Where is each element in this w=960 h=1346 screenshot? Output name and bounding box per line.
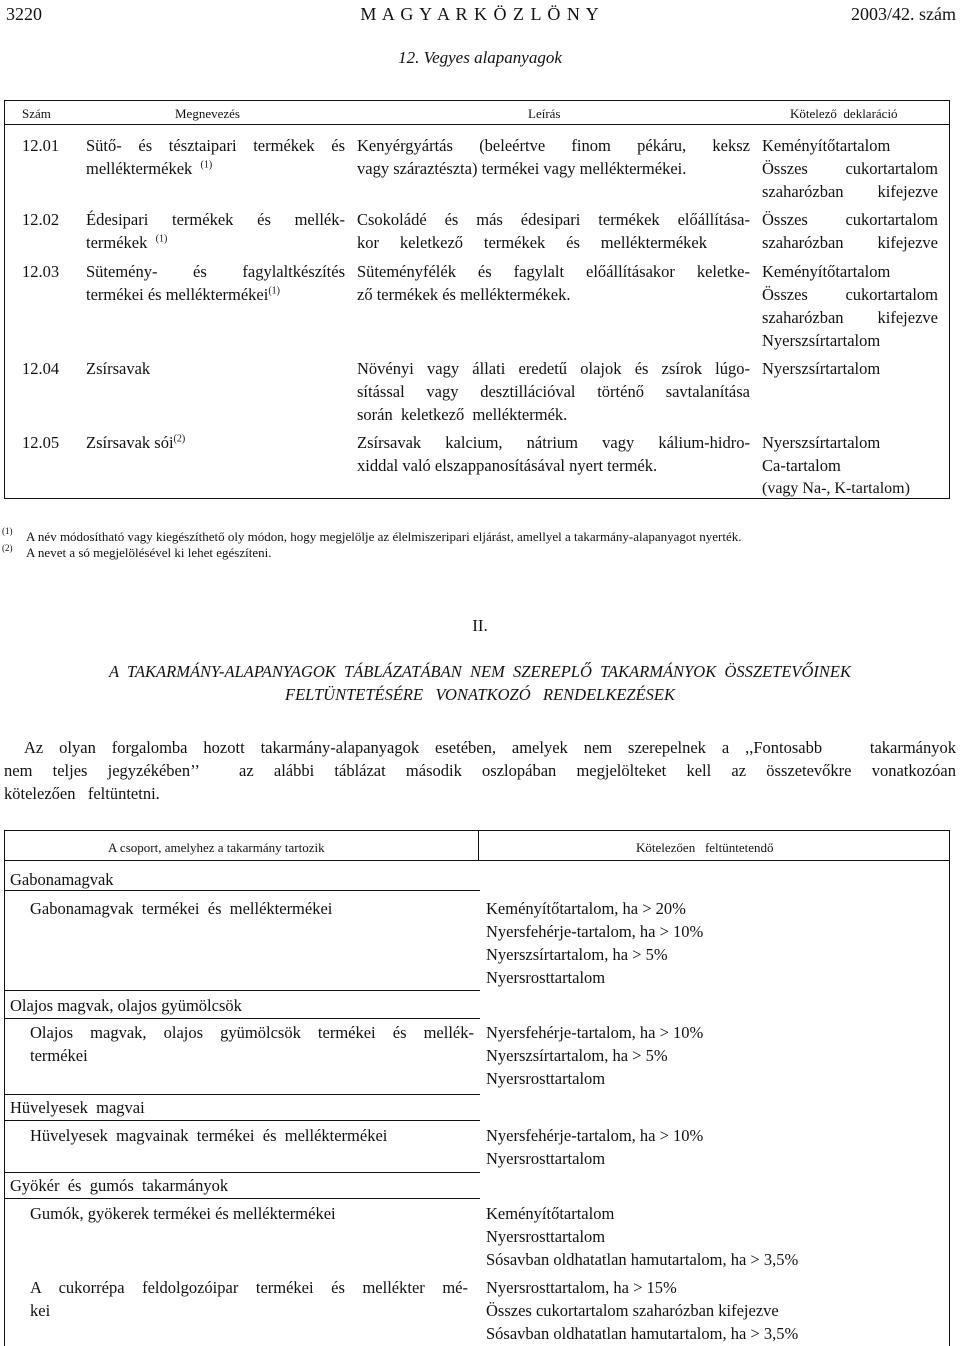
group-title: Gyökér és gumós takarmányok: [10, 1176, 229, 1195]
table1-header-code: Szám: [22, 106, 51, 121]
table1-header-description: Leírás: [528, 106, 561, 121]
row-description: ző termékek és melléktermékek.: [357, 285, 571, 304]
group-separator: [4, 1094, 480, 1095]
row-name: termékek $^{(1)}$: [86, 233, 168, 252]
row-declaration: Keményítőtartalom: [762, 136, 891, 155]
table2-header-divider: [478, 830, 479, 860]
row-declaration: Összes cukortartalom: [762, 210, 938, 229]
row-name: Zsírsavak sói$^{(2)}$: [86, 433, 186, 452]
row-declaration: Nyerszsírtartalom: [762, 359, 881, 378]
row-name: Édesipari termékek és mellék-: [86, 210, 345, 229]
footnote-ref: (1): [155, 233, 168, 245]
row-name: Sütő- és tésztaipari termékek és: [86, 136, 345, 155]
item-requirement: Nyerszsírtartalom, ha > 5%: [486, 1046, 668, 1065]
item-name: kei: [30, 1301, 51, 1320]
table2-header-border: [4, 860, 950, 861]
intro-paragraph: Az olyan forgalomba hozott takarmány-alapanyagok esetében, amelyek nem szerepelnek a ,,Fontosabb takarmányok: [24, 738, 956, 757]
row-declaration: szaharózban kifejezve: [762, 233, 938, 252]
footnote-text: A nevet a só megjelölésével ki lehet egészíteni.: [26, 545, 272, 560]
row-description: kor keletkező termékek és melléktermékek: [357, 233, 707, 252]
item-name: Hüvelyesek magvainak termékei és melléktermékei: [30, 1126, 388, 1145]
table1-header-border: [4, 124, 950, 125]
table2-left-border: [4, 830, 5, 1346]
table1-header-declaration: Kötelező deklaráció: [790, 106, 898, 121]
item-requirement: Nyersrosttartalom: [486, 1149, 606, 1168]
row-declaration: (vagy Na-, K-tartalom): [762, 480, 910, 497]
item-requirement: Keményítőtartalom: [486, 1204, 615, 1223]
item-name: Gabonamagvak termékei és melléktermékei: [30, 899, 333, 918]
row-declaration: Összes cukortartalom: [762, 159, 938, 178]
row-declaration: Nyerszsírtartalom: [762, 331, 881, 350]
row-description: vagy száraztészta) termékei vagy melléktermékei.: [357, 159, 687, 178]
row-declaration: Nyerszsírtartalom: [762, 433, 881, 452]
row-name: Sütemény- és fagylaltkészítés: [86, 262, 345, 281]
item-requirement: Nyerszsírtartalom, ha > 5%: [486, 945, 668, 964]
section-roman-numeral: II.: [472, 616, 488, 635]
page-number: 3220: [6, 4, 42, 24]
row-declaration: Ca-tartalom: [762, 456, 841, 475]
row-declaration: Összes cukortartalom: [762, 285, 938, 304]
row-code: 12.04: [22, 359, 60, 378]
row-description: sítással vagy desztillációval történő savtalanítása: [357, 382, 750, 401]
footnote-mark: (1): [2, 526, 13, 536]
table2-header-required: Kötelezően feltüntetendő: [636, 840, 774, 855]
row-code: 12.05: [22, 433, 60, 452]
item-requirement: Összes cukortartalom szaharózban kifejezve: [486, 1301, 779, 1320]
row-name: melléktermékek $^{(1)}$: [86, 159, 213, 178]
item-name: termékei: [30, 1046, 88, 1065]
group-title: Olajos magvak, olajos gyümölcsök: [10, 996, 242, 1015]
row-declaration: szaharózban kifejezve: [762, 308, 938, 327]
item-requirement: Nyersrosttartalom: [486, 1069, 606, 1088]
footnote-ref: (1): [200, 159, 213, 171]
item-requirement: Nyersfehérje-tartalom, ha > 10%: [486, 1126, 704, 1145]
table1-top-border: [4, 100, 950, 101]
item-name: Gumók, gyökerek termékei és melléktermékei: [30, 1204, 336, 1223]
item-requirement: Sósavban oldhatatlan hamutartalom, ha > 3,5%: [486, 1324, 799, 1343]
row-description: Növényi vagy állati eredetű olajok és zsírok lúgo-: [357, 359, 750, 378]
row-description: Zsírsavak kalcium, nátrium vagy kálium-hidro-: [357, 433, 750, 452]
row-code: 12.02: [22, 210, 60, 229]
intro-paragraph: nem teljes jegyzékében’’ az alábbi táblázat második oszlopában megjelölteket kell az összetevőkre vonatkozóan: [4, 761, 956, 780]
footnote-text: A név módosítható vagy kiegészíthető oly módon, hogy megjelölje az élelmiszeripari eljárást, amellyel a takarmány-alapanyagot nyerték.: [26, 529, 742, 544]
group-title: Hüvelyesek magvai: [10, 1098, 145, 1117]
item-requirement: Keményítőtartalom, ha > 20%: [486, 899, 686, 918]
table2-header-group: A csoport, amelyhez a takarmány tartozik: [108, 840, 325, 855]
row-code: 12.03: [22, 262, 60, 281]
group-separator: [4, 1120, 480, 1121]
row-description: során keletkező melléktermék.: [357, 405, 568, 424]
issue-number: 2003/42. szám: [851, 4, 956, 24]
footnote-ref: (2): [173, 433, 186, 445]
footnote-ref: (1): [268, 285, 281, 297]
row-declaration: Keményítőtartalom: [762, 262, 891, 281]
group-separator: [4, 1018, 480, 1019]
table1-right-border: [949, 100, 950, 499]
row-description: Csokoládé és más édesipari termékek előállítása-: [357, 210, 750, 229]
item-requirement: Nyersrosttartalom: [486, 1227, 606, 1246]
table2-top-border: [4, 830, 950, 831]
journal-title: M A G Y A R K Ö Z L Ö N Y: [360, 4, 600, 24]
item-requirement: Nyersrosttartalom: [486, 968, 606, 987]
table1-header-name: Megnevezés: [175, 106, 240, 121]
row-name: termékei és melléktermékei$^{(1)}$: [86, 285, 281, 304]
row-description: Süteményfélék és fagylalt előállításakor keletke-: [357, 262, 750, 281]
table1-left-border: [4, 100, 5, 499]
row-declaration: szaharózban kifejezve: [762, 182, 938, 201]
intro-paragraph: kötelezően feltüntetni.: [4, 784, 160, 803]
section-heading: FELTÜNTETÉSÉRE VONATKOZÓ RENDELKEZÉSEK: [284, 685, 676, 704]
section-heading: A TAKARMÁNY-ALAPANYAGOK TÁBLÁZATÁBAN NEM SZEREPLŐ TAKARMÁNYOK ÖSSZETEVŐINEK: [108, 662, 851, 681]
row-code: 12.01: [22, 136, 60, 155]
group-separator: [4, 1198, 480, 1199]
item-requirement: Sósavban oldhatatlan hamutartalom, ha > 3,5%: [486, 1250, 799, 1269]
section-title: 12. Vegyes alapanyagok: [398, 48, 562, 67]
item-name: A cukorrépa feldolgozóipar termékei és mellékter mé-: [30, 1278, 468, 1297]
group-separator: [4, 990, 480, 991]
footnote-mark: (2): [2, 543, 13, 553]
item-requirement: Nyersfehérje-tartalom, ha > 10%: [486, 922, 704, 941]
item-requirement: Nyersrosttartalom, ha > 15%: [486, 1278, 677, 1297]
item-name: Olajos magvak, olajos gyümölcsök termékei és mellék-: [30, 1023, 474, 1042]
group-separator: [4, 1172, 480, 1173]
row-description: Kenyérgyártás (beleértve finom pékáru, keksz: [357, 136, 750, 155]
group-title: Gabonamagvak: [10, 870, 114, 889]
row-description: xiddal való elszappanosításával nyert termék.: [357, 456, 658, 475]
item-requirement: Nyersfehérje-tartalom, ha > 10%: [486, 1023, 704, 1042]
row-name: Zsírsavak: [86, 359, 151, 378]
table2-right-border: [949, 830, 950, 1346]
